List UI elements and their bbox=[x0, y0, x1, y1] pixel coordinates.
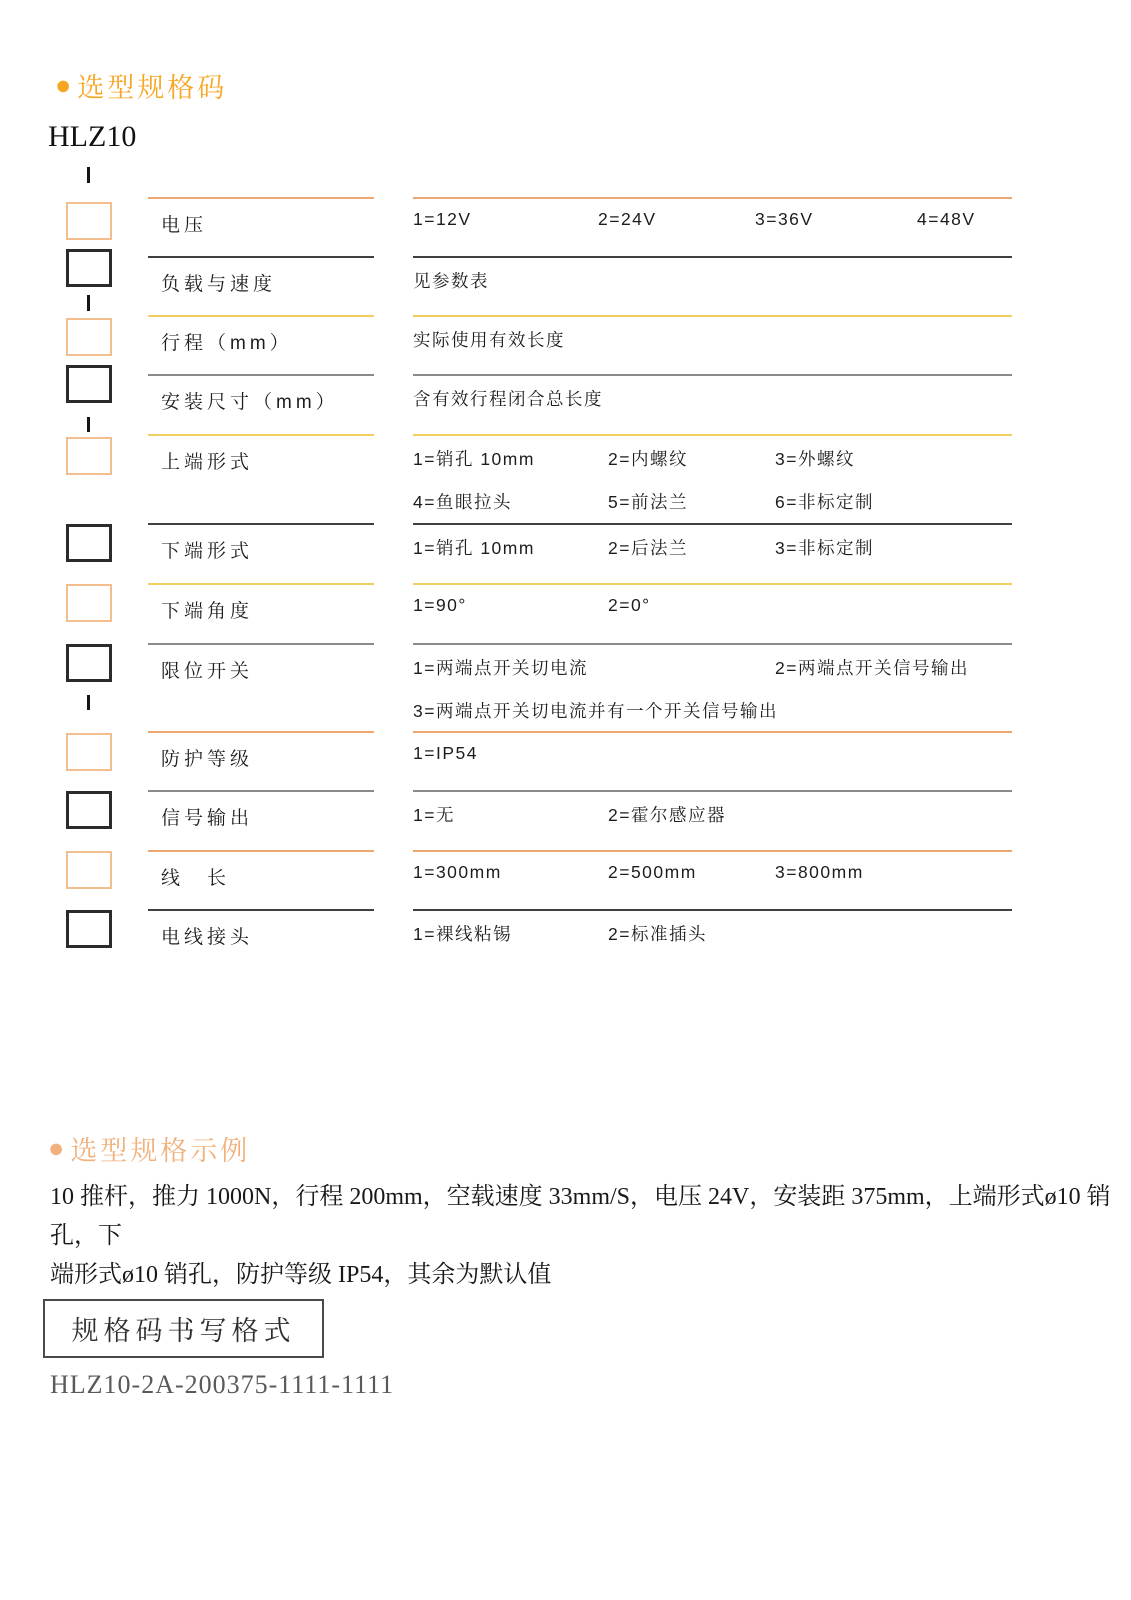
row-label: 下端角度 bbox=[161, 601, 254, 622]
options-rule bbox=[413, 197, 1012, 199]
label-rule bbox=[148, 315, 374, 317]
option-value: 2=霍尔感应器 bbox=[608, 805, 726, 825]
section2-heading bbox=[48, 1129, 250, 1168]
row-label: 线 长 bbox=[161, 868, 231, 889]
spec-row-voltage bbox=[0, 197, 1131, 256]
options-rule bbox=[413, 315, 1012, 317]
options-rule bbox=[413, 434, 1012, 436]
option-value: 5=前法兰 bbox=[608, 492, 688, 512]
row-label: 信号输出 bbox=[161, 808, 254, 829]
options-rule bbox=[413, 909, 1012, 911]
option-value: 3=外螺纹 bbox=[775, 449, 855, 469]
option-value: 2=标准插头 bbox=[608, 924, 707, 944]
spec-row-protection bbox=[0, 731, 1131, 790]
section1-title: 选型规格码 bbox=[77, 73, 228, 103]
option-value: 3=36V bbox=[755, 209, 814, 229]
option-value: 1=12V bbox=[413, 209, 472, 229]
format-box-label: 规格码书写格式 bbox=[71, 1316, 296, 1346]
options-rule bbox=[413, 731, 1012, 733]
label-rule bbox=[148, 434, 374, 436]
option-value: 1=300mm bbox=[413, 862, 502, 882]
label-rule bbox=[148, 790, 374, 792]
option-value: 2=500mm bbox=[608, 862, 697, 882]
option-value: 1=销孔 10mm bbox=[413, 538, 535, 558]
spec-row-signal-output bbox=[0, 790, 1131, 850]
label-rule bbox=[148, 909, 374, 911]
option-value: 2=内螺纹 bbox=[608, 449, 688, 469]
row-label: 上端形式 bbox=[161, 452, 254, 473]
options-rule bbox=[413, 583, 1012, 585]
label-rule bbox=[148, 374, 374, 376]
row-label: 安装尺寸（mm） bbox=[161, 392, 339, 413]
option-value: 3=两端点开关切电流并有一个开关信号输出 bbox=[413, 701, 778, 721]
row-label: 行程（mm） bbox=[161, 333, 293, 354]
label-rule bbox=[148, 197, 374, 199]
option-value: 1=无 bbox=[413, 805, 455, 825]
options-rule bbox=[413, 256, 1012, 258]
spec-row-lower-end bbox=[0, 523, 1131, 583]
spec-row-load-speed bbox=[0, 256, 1131, 315]
option-value: 含有效行程闭合总长度 bbox=[413, 389, 603, 409]
spec-row-stroke bbox=[0, 315, 1131, 374]
row-label: 电线接头 bbox=[161, 927, 254, 948]
option-value: 1=裸线粘锡 bbox=[413, 924, 512, 944]
label-rule bbox=[148, 850, 374, 852]
spec-row-mounting-size bbox=[0, 374, 1131, 434]
label-rule bbox=[148, 643, 374, 645]
spec-row-lower-angle bbox=[0, 583, 1131, 643]
example-text bbox=[50, 1178, 1112, 1295]
section2-title: 选型规格示例 bbox=[70, 1136, 251, 1166]
label-rule bbox=[148, 731, 374, 733]
label-rule bbox=[148, 583, 374, 585]
option-value: 2=后法兰 bbox=[608, 538, 688, 558]
spec-row-wire-length bbox=[0, 850, 1131, 909]
bullet-icon: ● bbox=[48, 1133, 68, 1163]
option-value: 4=鱼眼拉头 bbox=[413, 492, 512, 512]
model-code: HLZ10 bbox=[48, 120, 137, 153]
row-label: 限位开关 bbox=[161, 661, 254, 682]
row-label: 防护等级 bbox=[161, 749, 254, 770]
example-line-1: 10 推杆，推力 1000N，行程 200mm，空载速度 33mm/S，电压 24V，安装距 375mm，上端形式ø10 销孔，下 bbox=[50, 1184, 1111, 1249]
option-value: 3=800mm bbox=[775, 862, 864, 882]
format-box bbox=[43, 1299, 324, 1358]
options-rule bbox=[413, 790, 1012, 792]
row-label: 负载与速度 bbox=[161, 274, 277, 295]
option-value: 实际使用有效长度 bbox=[413, 330, 565, 350]
label-rule bbox=[148, 256, 374, 258]
option-value: 1=销孔 10mm bbox=[413, 449, 535, 469]
spec-code: HLZ10-2A-200375-1111-1111 bbox=[50, 1370, 395, 1399]
spec-row-wire-connector bbox=[0, 909, 1131, 968]
spec-row-limit-switch bbox=[0, 643, 1131, 731]
option-value: 6=非标定制 bbox=[775, 492, 874, 512]
row-label: 电压 bbox=[161, 215, 208, 236]
row-label: 下端形式 bbox=[161, 541, 254, 562]
connector-tick bbox=[87, 167, 90, 183]
option-value: 见参数表 bbox=[413, 271, 489, 291]
options-rule bbox=[413, 523, 1012, 525]
option-value: 2=24V bbox=[598, 209, 657, 229]
option-value: 1=IP54 bbox=[413, 743, 478, 763]
section1-heading bbox=[55, 66, 227, 105]
option-value: 2=0° bbox=[608, 595, 651, 615]
option-value: 2=两端点开关信号输出 bbox=[775, 658, 969, 678]
options-rule bbox=[413, 643, 1012, 645]
spec-row-upper-end bbox=[0, 434, 1131, 523]
option-value: 1=90° bbox=[413, 595, 467, 615]
bullet-icon: ● bbox=[55, 70, 75, 100]
options-rule bbox=[413, 850, 1012, 852]
example-line-2: 端形式ø10 销孔，防护等级 IP54，其余为默认值 bbox=[50, 1262, 552, 1288]
option-value: 1=两端点开关切电流 bbox=[413, 658, 588, 678]
options-rule bbox=[413, 374, 1012, 376]
label-rule bbox=[148, 523, 374, 525]
option-value: 4=48V bbox=[917, 209, 976, 229]
option-value: 3=非标定制 bbox=[775, 538, 874, 558]
